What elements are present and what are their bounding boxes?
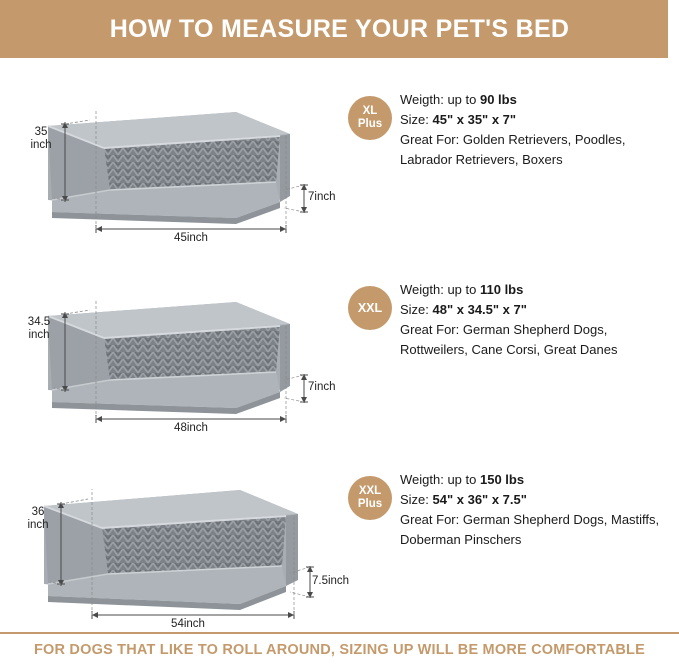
weight-value: 150 lbs bbox=[479, 472, 525, 487]
weight-label: Weigth: up to bbox=[400, 92, 480, 107]
size-info-lines bbox=[400, 280, 668, 360]
header-notch bbox=[668, 0, 679, 58]
width-dimension-label: 45inch bbox=[174, 232, 208, 244]
size-info-lines bbox=[400, 90, 668, 170]
depth-dimension-label bbox=[24, 126, 58, 152]
weight-value: 90 lbs bbox=[479, 92, 517, 107]
width-dimension-label: 54inch bbox=[171, 618, 205, 630]
great-for-value: Golden Retrievers, Poodles, Labrador Retrievers, Boxers bbox=[400, 132, 626, 167]
size-value: 48" x 34.5" x 7" bbox=[432, 302, 527, 317]
size-line bbox=[400, 490, 668, 510]
size-badge bbox=[348, 476, 392, 520]
depth-value: 35 bbox=[34, 126, 48, 138]
size-badge-line2: Plus bbox=[357, 498, 383, 510]
size-info-lines bbox=[400, 470, 668, 550]
size-label: Size: bbox=[400, 302, 433, 317]
size-row bbox=[0, 268, 679, 438]
great-for-value: German Shepherd Dogs, Rottweilers, Cane Corsi, Great Danes bbox=[400, 322, 618, 357]
width-dimension-label: 48inch bbox=[174, 422, 208, 434]
footer-banner bbox=[0, 632, 679, 668]
depth-unit: inch bbox=[28, 329, 50, 341]
great-for-label: Great For: bbox=[400, 512, 463, 527]
depth-dimension-label bbox=[20, 506, 56, 532]
depth-value: 34.5 bbox=[27, 316, 51, 328]
weight-line bbox=[400, 280, 668, 300]
great-for-label: Great For: bbox=[400, 322, 463, 337]
header-banner bbox=[0, 0, 679, 58]
height-dimension-label: 7.5inch bbox=[312, 575, 350, 587]
weight-label: Weigth: up to bbox=[400, 472, 480, 487]
header-inner bbox=[0, 0, 679, 58]
size-label: Size: bbox=[400, 112, 433, 127]
bed-illustration bbox=[18, 458, 348, 628]
weight-value: 110 lbs bbox=[479, 282, 524, 297]
size-row bbox=[0, 78, 679, 248]
bed-drawing-icon bbox=[18, 458, 348, 633]
bed-drawing-icon bbox=[18, 78, 348, 248]
depth-value: 36 bbox=[31, 506, 45, 518]
size-badge bbox=[348, 96, 392, 140]
bed-illustration bbox=[18, 268, 348, 438]
size-value: 45" x 35" x 7" bbox=[432, 112, 517, 127]
great-for-line bbox=[400, 130, 668, 170]
great-for-value: German Shepherd Dogs, Mastiffs, Doberman Pinschers bbox=[400, 512, 660, 547]
bed-illustration bbox=[18, 78, 348, 248]
footer-note: FOR DOGS THAT LIKE TO ROLL AROUND, SIZING UP WILL BE MORE COMFORTABLE bbox=[34, 642, 645, 658]
size-badge-line2: Plus bbox=[357, 118, 383, 130]
size-badge-line1: XXL bbox=[357, 300, 383, 315]
size-row bbox=[0, 458, 679, 633]
size-badge-line1: XXL bbox=[358, 485, 382, 497]
size-label: Size: bbox=[400, 492, 433, 507]
great-for-line bbox=[400, 510, 668, 550]
great-for-line bbox=[400, 320, 668, 360]
size-line bbox=[400, 110, 668, 130]
page-title: HOW TO MEASURE YOUR PET'S BED bbox=[109, 15, 570, 43]
size-badge-line1: XL bbox=[362, 105, 378, 117]
weight-label: Weigth: up to bbox=[400, 282, 480, 297]
size-badge bbox=[348, 286, 392, 330]
bed-drawing-icon bbox=[18, 268, 348, 438]
size-line bbox=[400, 300, 668, 320]
great-for-label: Great For: bbox=[400, 132, 463, 147]
size-value: 54" x 36" x 7.5" bbox=[432, 492, 527, 507]
depth-unit: inch bbox=[30, 139, 52, 151]
height-dimension-label: 7inch bbox=[308, 191, 336, 203]
weight-line bbox=[400, 470, 668, 490]
weight-line bbox=[400, 90, 668, 110]
height-dimension-label: 7inch bbox=[308, 381, 336, 393]
depth-dimension-label bbox=[18, 316, 60, 342]
depth-unit: inch bbox=[27, 519, 49, 531]
